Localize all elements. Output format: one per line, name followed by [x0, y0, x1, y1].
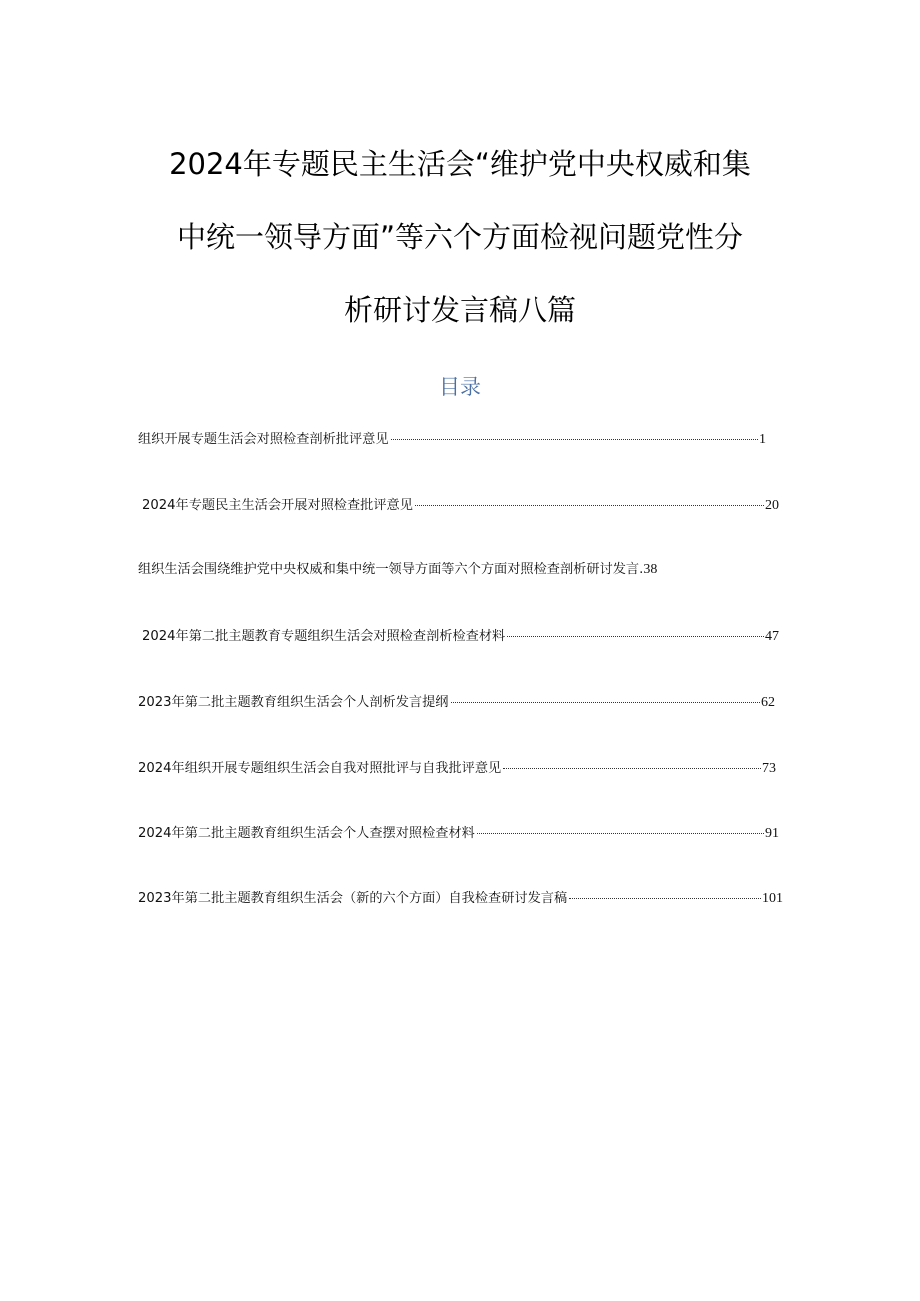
toc-entry[interactable]	[138, 428, 766, 450]
toc-dot-leader	[391, 425, 758, 440]
toc-dot-leader	[569, 884, 761, 899]
toc-dot-leader	[503, 754, 761, 769]
toc-entry-title: 2024年组织开展专题组织生活会自我对照批评与自我批评意见	[138, 761, 502, 776]
toc-entry-title: 2023年第二批主题教育组织生活会个人剖析发言提纲	[138, 695, 449, 710]
toc-dot-leader	[477, 819, 764, 834]
toc-entry[interactable]	[138, 822, 779, 844]
toc-entry-title: 2024年第二批主题教育专题组织生活会对照检查剖析检查材料	[142, 629, 506, 644]
document-title	[0, 128, 920, 347]
title-line-3: 析研讨发言稿八篇	[343, 293, 576, 327]
toc-entry[interactable]	[142, 494, 779, 516]
toc-entry[interactable]	[142, 625, 779, 647]
title-line-1: 2024年专题民主生活会“维护党中央权威和集	[169, 147, 751, 181]
toc-entry-page: 1	[759, 432, 766, 447]
toc-entry-page: 47	[765, 629, 779, 644]
toc-entry[interactable]	[138, 559, 778, 581]
toc-heading: 目录	[439, 375, 481, 399]
toc-dot-leader	[507, 622, 764, 637]
toc-entry-page: 73	[762, 761, 776, 776]
toc-dot-leader	[451, 688, 761, 703]
toc-entry-title: 2024年专题民主生活会开展对照检查批评意见	[142, 498, 413, 513]
toc-entry-title: 组织生活会围绕维护党中央权威和集中统一领导方面等六个方面对照检查剖析研讨发言.	[138, 562, 644, 577]
toc-entry-page: 62	[761, 695, 775, 710]
toc-entry-page: 91	[765, 826, 779, 841]
title-line-2: 中统一领导方面”等六个方面检视问题党性分	[176, 220, 744, 254]
toc-entry[interactable]	[138, 691, 775, 713]
toc-entry-page: 20	[765, 498, 779, 513]
toc-dot-leader	[415, 491, 764, 506]
toc-entry[interactable]	[138, 887, 783, 909]
toc-entry-title: 2023年第二批主题教育组织生活会（新的六个方面）自我检查研讨发言稿	[138, 891, 568, 906]
toc-entry-page: 101	[762, 891, 783, 906]
toc-entry-title: 组织开展专题生活会对照检查剖析批评意见	[138, 432, 389, 447]
toc-entry-page: 38	[643, 562, 658, 577]
toc-entry-title: 2024年第二批主题教育组织生活会个人查摆对照检查材料	[138, 826, 475, 841]
toc-entry[interactable]	[138, 757, 776, 779]
